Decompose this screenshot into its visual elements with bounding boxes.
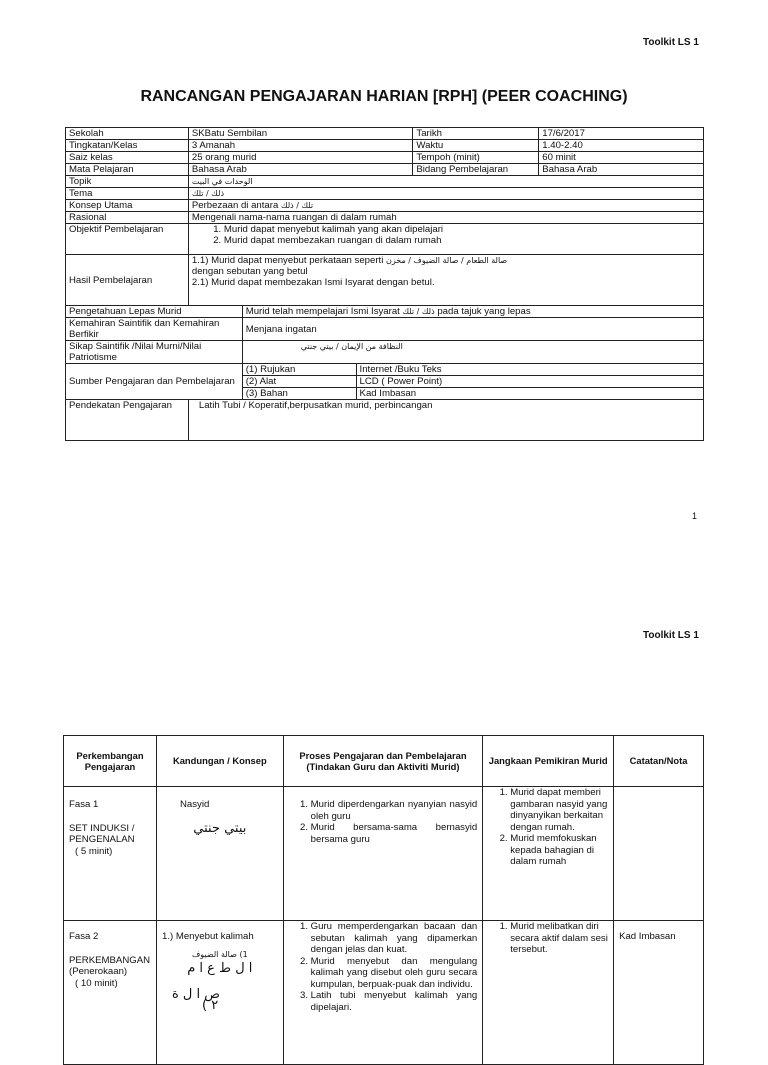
rasional-label: Rasional xyxy=(66,212,189,224)
pendekatan-value: Latih Tubi / Koperatif,berpusatkan murid, perbincangan xyxy=(188,400,703,441)
sumber-key: (3) Bahan xyxy=(242,388,356,400)
pendekatan-label: Pendekatan Pengajaran xyxy=(66,400,189,441)
kemahiran-value: Menjana ingatan xyxy=(242,318,703,341)
objektif-item: 1. Murid dapat menyebut kalimah yang akan dipelajari xyxy=(224,224,700,235)
pengetahuan-arabic: ذلك / تلك xyxy=(402,307,435,316)
sekolah-label: Sekolah xyxy=(66,128,189,140)
sekolah-value: SKBatu Sembilan xyxy=(188,128,413,140)
sumber-key: (1) Rujukan xyxy=(242,364,356,376)
fasa-label: Fasa 1 xyxy=(69,799,99,810)
mata-value: Bahasa Arab xyxy=(188,164,413,176)
tarikh-label: Tarikh xyxy=(413,128,539,140)
sumber-value: Kad Imbasan xyxy=(356,388,703,400)
tema-label: Tema xyxy=(66,188,189,200)
kandungan-nasyid: Nasyid xyxy=(179,799,210,810)
sumber-key: (2) Alat xyxy=(242,376,356,388)
hasil-1-arabic: صالة الطعام / صالة الضيوف / مخزن xyxy=(386,256,508,265)
catatan-cell xyxy=(614,787,704,921)
pengetahuan-label: Pengetahuan Lepas Murid xyxy=(66,306,243,318)
waktu-value: 1.40-2.40 xyxy=(539,140,704,152)
rasional-value: Mengenali nama-nama ruangan di dalam rumah xyxy=(188,212,703,224)
pengetahuan-end: pada tajuk yang lepas xyxy=(437,306,531,317)
tingkatan-value: 3 Amanah xyxy=(188,140,413,152)
toolkit-label: Toolkit LS 1 xyxy=(643,630,699,641)
tarikh-value: 17/6/2017 xyxy=(539,128,704,140)
kandungan-arabic-4: ( ٢ xyxy=(201,998,219,1013)
header-perkembangan: Perkembangan Pengajaran xyxy=(64,736,157,787)
kandungan-arabic-3: ص ا ل ة xyxy=(171,986,220,1002)
jangkaan-item: 1. Murid melibatkan diri secara aktif dalam sesi tersebut. xyxy=(510,921,608,956)
konsep-arabic: تلك / ذلك xyxy=(280,201,314,210)
lesson-process-table xyxy=(63,735,704,1065)
saiz-label: Saiz kelas xyxy=(66,152,189,164)
jangkaan-item: 1. Murid dapat memberi gambaran nasyid yang dinyanyikan berkaitan dengan rumah. xyxy=(510,787,608,833)
konsep-label: Konsep Utama xyxy=(66,200,189,212)
sumber-value: LCD ( Power Point) xyxy=(356,376,703,388)
hasil-1: 1.1) Murid dapat menyebut perkataan seperti xyxy=(191,255,384,266)
kandungan-menyebut: 1.) Menyebut kalimah xyxy=(161,931,254,942)
toolkit-label: Toolkit LS 1 xyxy=(643,37,699,48)
tempoh-value: 60 minit xyxy=(539,152,704,164)
konsep-value: Perbezaan di antara xyxy=(191,200,279,211)
bidang-value: Bahasa Arab xyxy=(539,164,704,176)
objektif-item: 2. Murid dapat membezakan ruangan di dalam rumah xyxy=(224,235,700,246)
sumber-value: Internet /Buku Teks xyxy=(356,364,703,376)
saiz-value: 25 orang murid xyxy=(188,152,413,164)
header-proses: Proses Pengajaran dan Pembelajaran (Tindakan Guru dan Aktiviti Murid) xyxy=(283,736,483,787)
kandungan-arabic-1: 1) صالة الضيوف xyxy=(191,949,248,959)
fasa-minit: ( 10 minit) xyxy=(75,977,118,989)
jangkaan-item: 2. Murid memfokuskan kepada bahagian di dalam rumah xyxy=(510,833,608,868)
topik-label: Topik xyxy=(66,176,189,188)
kandungan-arabic-2: ا ل ط ع ا م xyxy=(187,961,253,976)
topik-value: الوحدات في البيت xyxy=(191,177,253,186)
page-number: 1 xyxy=(692,511,698,521)
hasil-label: Hasil Pembelajaran xyxy=(66,255,189,306)
proses-item: 1. Guru memperdengarkan bacaan dan sebutan kalimah yang dipamerkan dengan jelas dan kuat. xyxy=(311,921,478,956)
fasa-set: PERKEMBANGAN (Penerokaan) xyxy=(69,954,151,977)
page-title: RANCANGAN PENGAJARAN HARIAN [RPH] (PEER COACHING) xyxy=(140,88,628,105)
kandungan-arabic: بيتي جنتي xyxy=(193,820,247,836)
kemahiran-label: Kemahiran Saintifik dan Kemahiran Berfikir xyxy=(66,318,243,341)
fasa-minit: ( 5 minit) xyxy=(75,845,113,857)
proses-item: 1. Murid diperdengarkan nyanyian nasyid oleh guru xyxy=(311,799,478,822)
catatan-cell: Kad Imbasan xyxy=(614,921,704,1065)
sikap-arabic: النظافة من الإيمان / بيتي جنتي xyxy=(300,342,403,351)
table-row xyxy=(64,921,704,1065)
tempoh-label: Tempoh (minit) xyxy=(413,152,539,164)
header-kandungan: Kandungan / Konsep xyxy=(156,736,283,787)
table-row xyxy=(64,787,704,921)
header-catatan: Catatan/Nota xyxy=(614,736,704,787)
hasil-1b: dengan sebutan yang betul xyxy=(191,266,308,277)
fasa-set: SET INDUKSI / PENGENALAN xyxy=(69,822,135,845)
proses-item: 2. Murid bersama-sama bernasyid bersama guru xyxy=(311,822,478,845)
tema-value: ذلك / تلك xyxy=(191,189,225,198)
lesson-info-table xyxy=(65,127,704,441)
objektif-label: Objektif Pembelajaran xyxy=(66,224,189,255)
hasil-2: 2.1) Murid dapat membezakan Ismi Isyarat dengan betul. xyxy=(191,277,435,288)
mata-label: Mata Pelajaran xyxy=(66,164,189,176)
proses-item: 3. Latih tubi menyebut kalimah yang dipelajari. xyxy=(311,990,478,1013)
waktu-label: Waktu xyxy=(413,140,539,152)
sumber-label: Sumber Pengajaran dan Pembelajaran xyxy=(66,364,243,400)
tingkatan-label: Tingkatan/Kelas xyxy=(66,140,189,152)
proses-item: 2. Murid menyebut dan mengulang kalimah yang disebut oleh guru secara kumpulan, berpuak-puak dan individu. xyxy=(311,956,478,991)
fasa-label: Fasa 2 xyxy=(69,931,99,942)
sikap-label: Sikap Saintifik /Nilai Murni/Nilai Patriotisme xyxy=(66,341,243,364)
pengetahuan-value: Murid telah mempelajari Ismi Isyarat xyxy=(245,306,400,317)
bidang-label: Bidang Pembelajaran xyxy=(413,164,539,176)
header-jangkaan: Jangkaan Pemikiran Murid xyxy=(483,736,614,787)
